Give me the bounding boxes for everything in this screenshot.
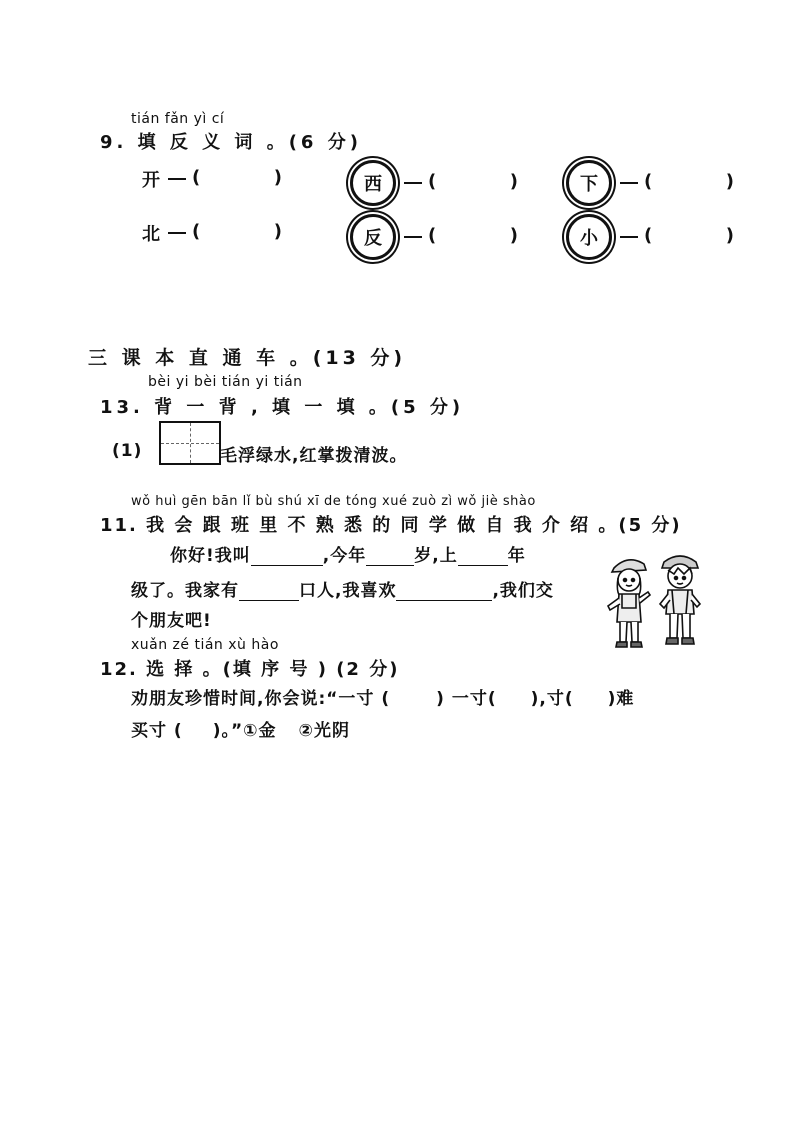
q12-pinyin: xuǎn zé tián xù hào	[131, 637, 279, 653]
q9-char: 北	[142, 224, 160, 245]
hobby-blank[interactable]	[396, 580, 492, 601]
kids-illustration	[604, 548, 708, 652]
dash	[168, 232, 186, 234]
q9-item-1: 开 ( )	[142, 167, 282, 191]
q11-line-1: 你好!我叫 ,今年 岁,上 年	[170, 546, 526, 566]
q9-item-6: 小 ( )	[566, 214, 734, 260]
q9-item-4: 北 ( )	[142, 221, 282, 245]
q13-title: 13. 背 一 背 , 填 一 填 。(5 分)	[100, 397, 465, 418]
dash	[168, 178, 186, 180]
age-blank[interactable]	[366, 545, 414, 566]
q13-sub-label: (1)	[112, 441, 143, 461]
q9-circled-char: 小	[566, 214, 612, 260]
q9-char: 开	[142, 170, 160, 191]
q9-pinyin: tián fǎn yì cí	[131, 111, 225, 127]
section-3-title: 三 课 本 直 通 车 。(13 分)	[88, 347, 407, 369]
dash	[620, 236, 638, 238]
q12-line-2: 买寸 ( )。”①金 ②光阴	[131, 721, 350, 741]
tianzige-box[interactable]	[159, 421, 221, 465]
q9-item-3: 下 ( )	[566, 160, 734, 206]
grade-blank[interactable]	[458, 545, 508, 566]
dash	[404, 236, 422, 238]
q9-circled-char: 反	[350, 214, 396, 260]
q11-pinyin: wǒ huì gēn bān lǐ bù shú xī de tóng xué zuò zì wǒ jiè shào	[131, 494, 536, 509]
q11-line-2: 级了。我家有 口人,我喜欢 ,我们交	[131, 581, 554, 601]
q13-pinyin: bèi yi bèi tián yi tián	[148, 374, 303, 390]
name-blank[interactable]	[251, 545, 323, 566]
q9-title: 9. 填 反 义 词 。(6 分)	[100, 132, 362, 153]
dash	[404, 182, 422, 184]
q9-circled-char: 西	[350, 160, 396, 206]
q12-title: 12. 选 择 。(填 序 号 ) (2 分)	[100, 659, 400, 680]
family-blank[interactable]	[239, 580, 299, 601]
q11-line-3: 个朋友吧!	[131, 611, 212, 631]
dash	[620, 182, 638, 184]
q9-circled-char: 下	[566, 160, 612, 206]
q13-poem-line: 毛浮绿水,红掌拨清波。	[220, 446, 408, 466]
q12-line-1: 劝朋友珍惜时间,你会说:“一寸 ( ) 一寸( ),寸( )难	[131, 689, 635, 709]
q9-item-5: 反 ( )	[350, 214, 518, 260]
q9-item-2: 西 ( )	[350, 160, 518, 206]
q11-title: 11. 我 会 跟 班 里 不 熟 悉 的 同 学 做 自 我 介 绍 。(5 分)	[100, 515, 682, 536]
